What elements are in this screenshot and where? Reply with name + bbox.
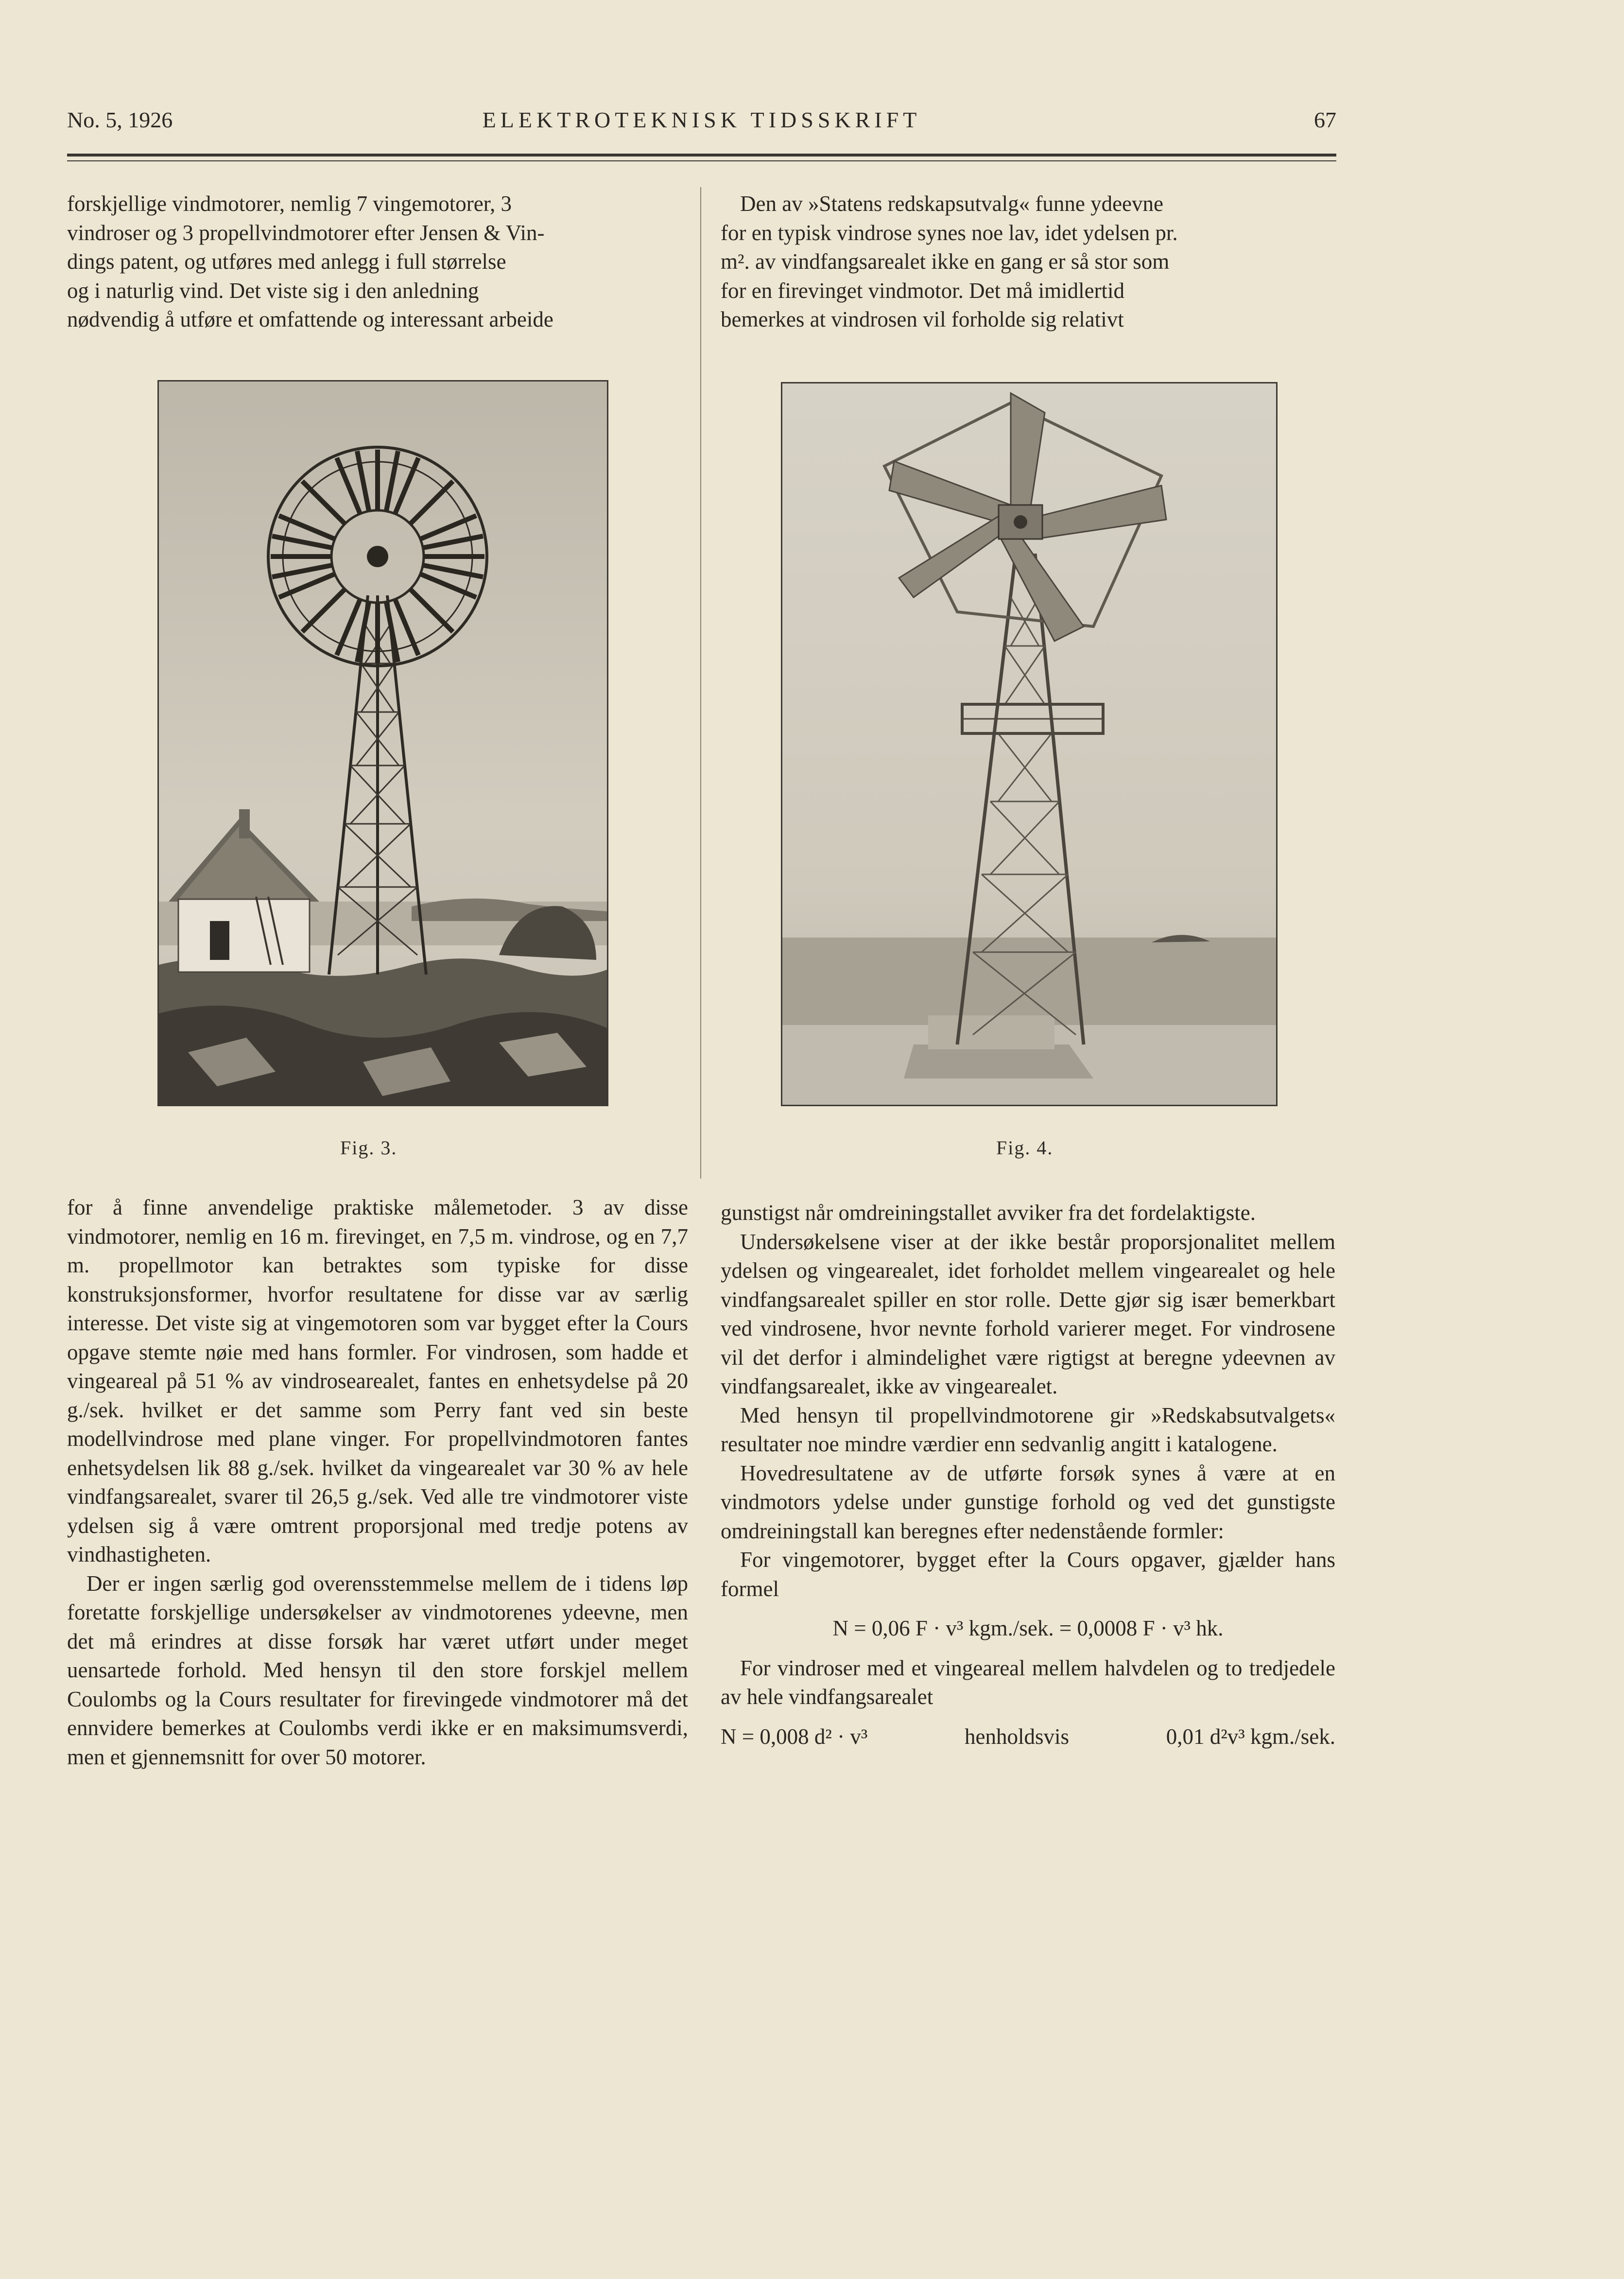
text-line: forskjellige vindmotorer, nemlig 7 vingemotorer, 3 [67,191,512,216]
right-column-bottom [721,1199,1335,1762]
left-column-top [67,190,688,334]
formula-vindrose [721,1722,1335,1752]
formula-part: henholdsvis [965,1724,1070,1749]
paragraph: Med hensyn til propellvindmotorene gir »Redskabsutvalgets« resultater noe mindre værdier enn sedvanlig angitt i katalogene. [721,1403,1335,1456]
text-line: for en firevinget vindmotor. Det må imidlertid [721,278,1125,303]
figure-3-windrose-photo [157,380,608,1106]
paragraph: For vingemotorer, bygget efter la Cours opgaver, gjælder hans formel [721,1548,1335,1601]
text-line: og i naturlig vind. Det viste sig i den anledning [67,278,479,303]
paragraph: Undersøkelsene viser at der ikke består proporsjonalitet mellem ydelsen og vingearealet, idet forholdet mellem vingearealet og hele vindfangsarealet spiller en stor rolle. Dette gjør sig især bemerkbart ved vindrosene, hvor nevnte forhold varierer meget. For vindrosene vil det derfor i almindelighet være rigtigst at beregne ydeevnen av vindfangsarealet, ikke av vingearealet. [721,1229,1335,1398]
header-rule [67,154,1336,157]
figure-4-propeller-photo [781,382,1278,1106]
paragraph: For vindroser med et vingeareal mellem halvdelen og to tredjedele av hele vindfangsarealet [721,1655,1335,1709]
header-rule-thin [67,160,1336,161]
left-column-bottom [67,1193,688,1772]
windrose-illustration [159,382,607,1105]
text-line: nødvendig å utføre et omfattende og interessant arbeide [67,307,553,331]
issue-number: No. 5, 1926 [67,107,173,132]
journal-title: ELEKTROTEKNISK TIDSSKRIFT [482,107,921,132]
figure-3-caption: Fig. 3. [340,1137,397,1159]
windrose-wheel [268,447,487,666]
text-line: dings patent, og utføres med anlegg i full størrelse [67,249,506,274]
text-line: m². av vindfangsarealet ikke en gang er så stor som [721,249,1170,274]
text-line: vindroser og 3 propellvindmotorer efter Jensen & Vin- [67,220,545,245]
running-head [67,107,1336,141]
text-line: bemerkes at vindrosen vil forholde sig relativt [721,307,1124,331]
right-column-top [721,190,1335,334]
figure-4-caption: Fig. 4. [996,1137,1054,1159]
paragraph: for å finne anvendelige praktiske målemetoder. 3 av disse vindmotorer, nemlig en 16 m. firevinget, en 7,5 m. vindrose, og en 7,7 m. propellmotor kan betraktes som typiske for disse konstruksjonsformer, hvorfor resultatene for disse var av særlig interesse. Det viste sig at vingemotoren som var bygget efter la Cours opgave stemte nøie med hans formler. For vindrosen, som hadde et vingeareal på 51 % av vindrosearealet, fantes en enhetsydelse på 20 g./sek. hvilket er det samme som Perry fant ved sin beste modellvindrose med plane vinger. For propellvindmotoren fantes enhetsydelsen lik 88 g./sek. hvilket da vingearealet var 30 % av hele vindfangsarealet, svarer til 26,5 g./sek. Ved alle tre vindmotorer viste ydelsen sig å være omtrent proporsjonal med tredje potens av vindhastigheten. [67,1195,688,1566]
column-divider [700,187,701,1179]
paragraph: Der er ingen særlig god overensstemmelse mellem de i tidens løp foretatte forskjellige undersøkelser av vindmotorenes ydeevne, men det må erindres at disse forsøk har været utført under meget uensartede forhold. Med hensyn til den store forskjel mellem Coulombs og la Cours resultater for firevingede vindmotorer må det ennvidere bemerkes at Coulombs verdi ikke er en maksimumsverdi, men et gjennemsnitt for over 50 motorer. [67,1571,688,1769]
formula-part: 0,01 d²v³ kgm./sek. [1166,1724,1335,1749]
text-line: for en typisk vindrose synes noe lav, idet ydelsen pr. [721,220,1178,245]
propeller-motor-illustration [782,383,1276,1105]
page-number: 67 [1314,107,1336,132]
formula-vingemotor: N = 0,06 F · v³ kgm./sek. = 0,0008 F · v³ hk. [832,1616,1224,1640]
formula-part: N = 0,008 d² · v³ [721,1724,868,1749]
paragraph: Hovedresultatene av de utførte forsøk synes å være at en vindmotors ydelse under gunstige forhold og ved det gunstigste omdreiningstall kan beregnes efter nedenstående formler: [721,1461,1335,1543]
text-line: Den av »Statens redskapsutvalg« funne ydeevne [740,191,1163,216]
paragraph: gunstigst når omdreiningstallet avviker fra det fordelaktigste. [721,1200,1256,1225]
